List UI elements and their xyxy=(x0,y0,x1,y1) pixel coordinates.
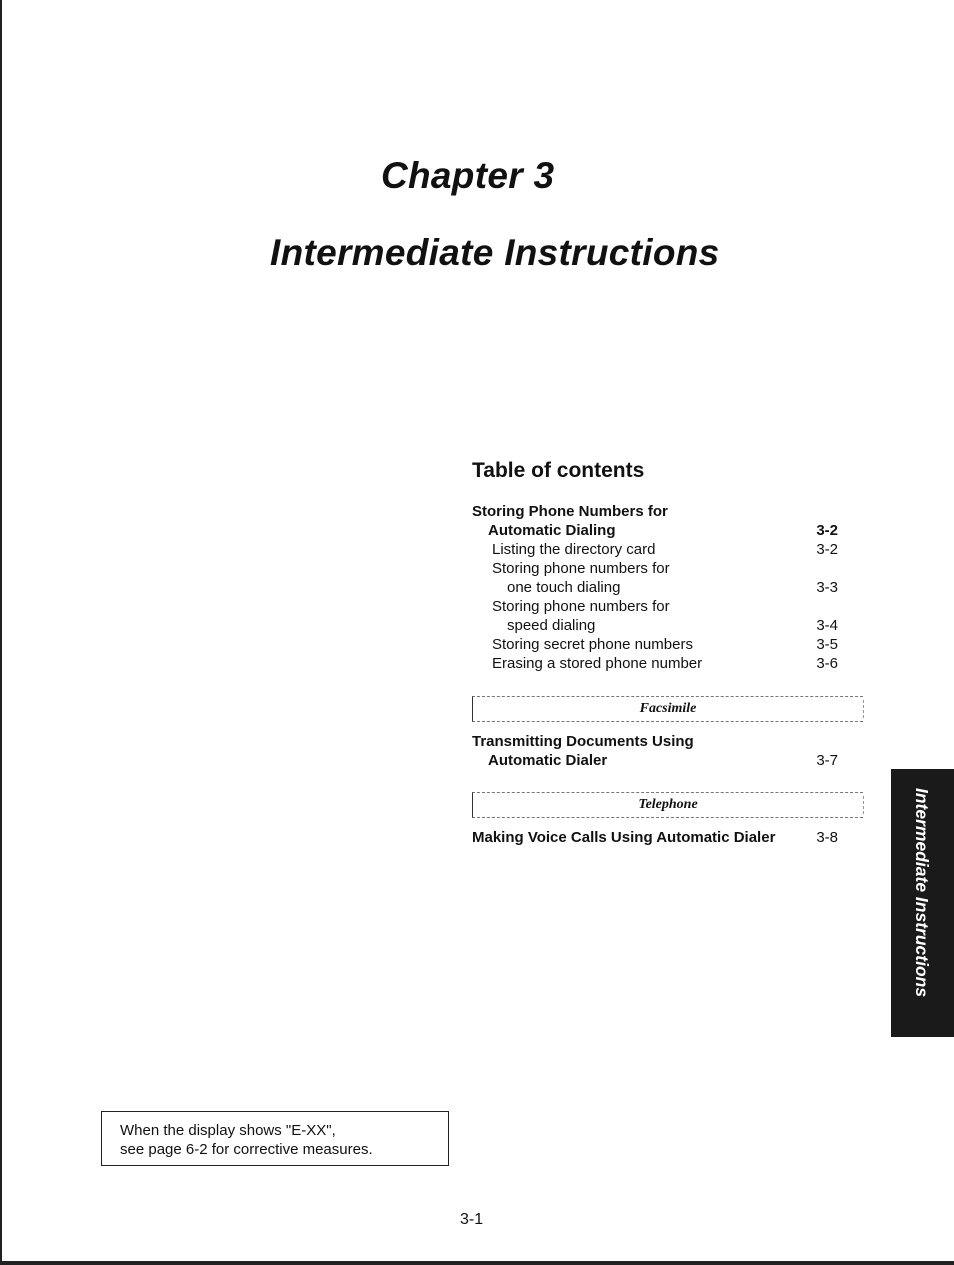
toc-entry-text: Automatic Dialer xyxy=(488,752,608,769)
section-label: Facsimile xyxy=(639,701,697,716)
toc-page-number: 3-5 xyxy=(816,636,838,653)
section-label: Telephone xyxy=(638,797,698,812)
page-edge-bottom xyxy=(0,1261,954,1265)
toc-entry-heading[interactable] xyxy=(472,732,838,751)
toc-entry-heading[interactable] xyxy=(472,521,838,540)
toc-entry[interactable] xyxy=(472,578,838,597)
toc-entry-text: Storing phone numbers for xyxy=(492,560,670,577)
toc-heading: Table of contents xyxy=(472,459,645,482)
toc-entry[interactable] xyxy=(472,540,838,559)
toc-entry-text: Listing the directory card xyxy=(492,541,656,558)
toc-entry-heading[interactable] xyxy=(472,828,838,847)
error-notice-box xyxy=(101,1111,449,1166)
toc-page-number: 3-2 xyxy=(816,522,838,539)
toc-entry-text: one touch dialing xyxy=(507,579,621,596)
toc-entry-heading[interactable] xyxy=(472,502,838,521)
notice-line: When the display shows "E-XX", xyxy=(120,1122,336,1139)
toc-page-number: 3-3 xyxy=(816,579,838,596)
toc-page-number: 3-8 xyxy=(816,829,838,846)
toc-entry-heading[interactable] xyxy=(472,751,838,770)
page-edge-left xyxy=(0,0,2,1265)
toc-entry[interactable] xyxy=(472,616,838,635)
toc-entry[interactable] xyxy=(472,635,838,654)
toc-entry-text: speed dialing xyxy=(507,617,596,634)
chapter-label: Chapter 3 xyxy=(381,155,555,196)
toc-page-number: 3-6 xyxy=(816,655,838,672)
chapter-title: Intermediate Instructions xyxy=(270,232,720,273)
toc-entry-text: Storing secret phone numbers xyxy=(492,636,693,653)
page-number: 3-1 xyxy=(460,1211,484,1228)
toc-entry-text: Making Voice Calls Using Automatic Dialer xyxy=(472,829,776,846)
toc-entry-text: Automatic Dialing xyxy=(488,522,616,539)
toc-entry[interactable] xyxy=(472,597,838,616)
toc-entry-text: Transmitting Documents Using xyxy=(472,733,694,750)
section-header-facsimile xyxy=(472,696,863,722)
toc-page-number: 3-7 xyxy=(816,752,838,769)
side-tab-label: Intermediate Instructions xyxy=(912,788,932,998)
toc-entry-text: Storing Phone Numbers for xyxy=(472,503,668,520)
toc-page-number: 3-4 xyxy=(816,617,838,634)
toc-entry-text: Erasing a stored phone number xyxy=(492,655,703,672)
toc-entry[interactable] xyxy=(472,654,838,673)
toc-page-number: 3-2 xyxy=(816,541,838,558)
section-header-telephone xyxy=(472,792,863,818)
notice-line: see page 6-2 for corrective measures. xyxy=(120,1141,373,1158)
toc-entry[interactable] xyxy=(472,559,838,578)
toc-entry-text: Storing phone numbers for xyxy=(492,598,670,615)
